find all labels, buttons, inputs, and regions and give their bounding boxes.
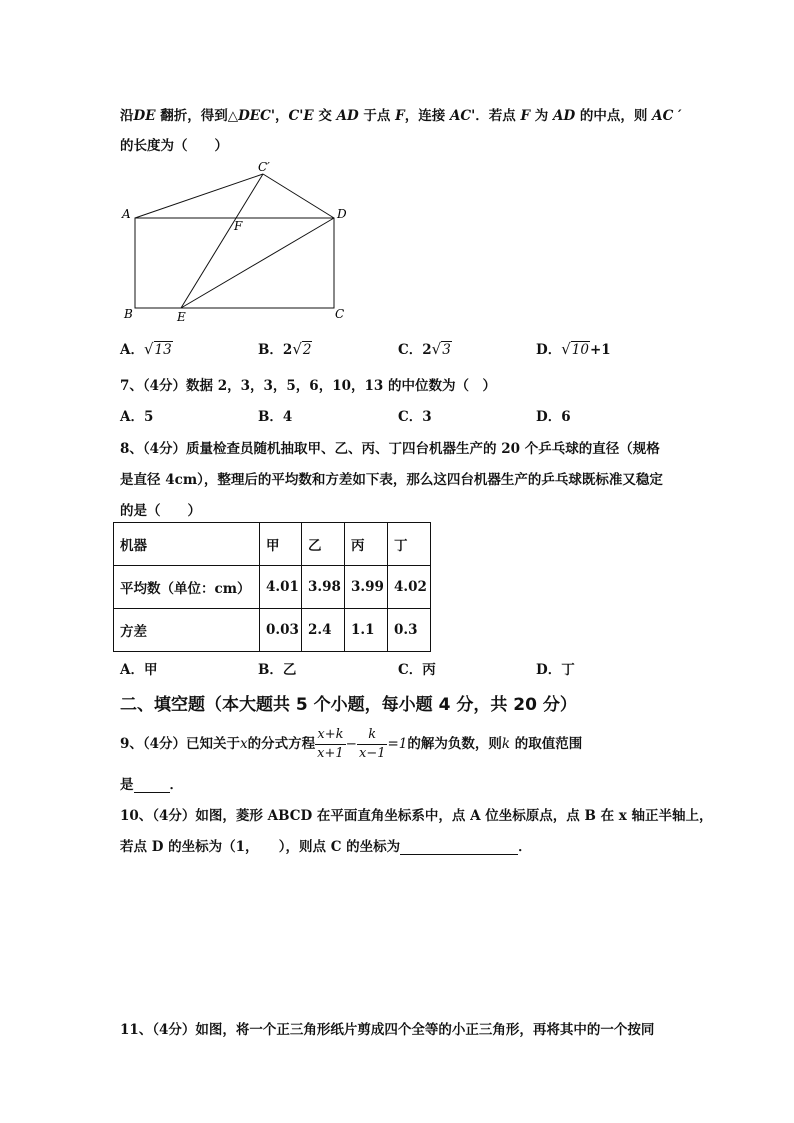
q6-text-line2: 的长度为（ ） (120, 138, 228, 154)
q10-text: 若点 D 的坐标为（1， ），则点 C 的坐标为 (120, 839, 401, 855)
segment-c-prime-d (263, 174, 334, 218)
equals-one: =1 (387, 736, 408, 752)
option-label: C．2 (398, 342, 432, 358)
answer-blank[interactable] (134, 778, 170, 793)
q8-option-b: B．乙 (258, 662, 297, 678)
q6-var: F (395, 108, 405, 124)
option-label: D． (536, 342, 562, 358)
radicand: 10 (571, 342, 589, 358)
sqrt-symbol: √10 (561, 340, 589, 358)
q7-option-c: C．3 (398, 409, 432, 425)
segment-de (181, 218, 334, 308)
table-cell: 丁 (388, 523, 431, 566)
q6-text: 为 (530, 108, 553, 124)
option-label: B．2 (258, 342, 293, 358)
q6-text: ．若点 (475, 108, 521, 124)
minus-sign: − (345, 736, 357, 752)
q9-var: k (501, 736, 511, 752)
table-cell: 0.03 (260, 609, 302, 652)
q6-var: AD (553, 108, 576, 124)
q6-option-c (398, 338, 452, 358)
q6-text: 沿 (120, 108, 134, 124)
q6-option-b (258, 338, 312, 358)
q9-fraction-1 (315, 726, 346, 763)
table-cell: 4.02 (388, 566, 431, 609)
table-cell: 甲 (260, 523, 302, 566)
q6-var: AC ′ (652, 108, 682, 124)
table-cell: 丙 (345, 523, 388, 566)
q6-text: 交 (313, 108, 337, 124)
q8-option-d: D．丁 (536, 662, 575, 678)
segment-ac-prime (135, 174, 263, 218)
q7-option-b: B．4 (258, 409, 293, 425)
q6-text-line1 (120, 104, 682, 124)
option-suffix: +1 (589, 342, 611, 358)
label-a: A (122, 207, 131, 221)
q11-text-line1: 11、（4分）如图，将一个正三角形纸片剪成四个全等的小正三角形，再将其中的一个按同 (120, 1022, 655, 1038)
q6-text: 的中点，则 (575, 108, 653, 124)
q6-option-d (536, 338, 611, 358)
label-e: E (177, 310, 186, 324)
label-d: D (337, 207, 347, 221)
table-cell: 乙 (302, 523, 345, 566)
table-cell: 4.01 (260, 566, 302, 609)
answer-blank[interactable] (400, 840, 518, 855)
table-cell: 3.98 (302, 566, 345, 609)
q9-text-line2 (120, 773, 183, 793)
table-cell: 机器 (114, 523, 260, 566)
table-row (114, 609, 431, 652)
q6-option-a (120, 338, 173, 358)
section-heading: 二、填空题（本大题共 5 个小题，每小题 4 分，共 20 分） (120, 695, 577, 715)
radicand: 13 (154, 342, 172, 358)
q7-text: 7、（4分）数据 2，3，3，5，6，10，13 的中位数为（ ） (120, 378, 496, 394)
label-c: C (335, 307, 345, 321)
table-cell: 1.1 (345, 609, 388, 652)
q9-text: 9、（4分）已知关于 (120, 736, 241, 752)
radicand: 2 (302, 342, 312, 358)
radicand: 3 (442, 342, 451, 358)
q9-fraction-2 (357, 726, 388, 763)
label-f: F (234, 219, 243, 233)
q10-text-line1: 10、（4分）如图，菱形 ABCD 在平面直角坐标系中，点 A 位坐标原点，点 B 在 x 轴正半轴上， (120, 808, 713, 824)
table-cell: 3.99 (345, 566, 388, 609)
q9-var: x (240, 736, 248, 752)
q7-option-a: A．5 (120, 409, 154, 425)
q8-text-line2: 是直径 4cm），整理后的平均数和方差如下表，那么这四台机器生产的乒乓球既标准又稳定 (120, 472, 663, 488)
q6-var: C'E (288, 108, 314, 124)
fraction-denominator: x−1 (358, 746, 386, 761)
q9-text: 是 (120, 777, 134, 793)
table-row (114, 566, 431, 609)
fraction-denominator: x+1 (317, 746, 344, 761)
q6-var: AD (336, 108, 359, 124)
q9-text: 的取值范围 (510, 736, 583, 752)
q8-text-line1: 8、（4分）质量检查员随机抽取甲、乙、丙、丁四台机器生产的 20 个乒乓球的直径（规格 (120, 441, 660, 457)
table-cell: 方差 (114, 609, 260, 652)
q6-text: ，连接 (404, 108, 450, 124)
q8-text-line3: 的是（ ） (120, 503, 201, 519)
q7-option-d: D．6 (536, 409, 571, 425)
q9-text: 的分式方程 (247, 736, 316, 752)
table-cell: 2.4 (302, 609, 345, 652)
q6-var: DEC' (238, 108, 275, 124)
q9-text: 的解为负数，则 (407, 736, 502, 752)
label-c-prime: C′ (258, 160, 270, 174)
q6-figure (115, 158, 355, 328)
sqrt-symbol: √2 (292, 340, 312, 358)
q6-var: F (520, 108, 531, 124)
q10-text: ． (518, 839, 532, 855)
q6-var: DE (133, 108, 156, 124)
q8-option-a: A．甲 (120, 662, 158, 678)
q9-text-line1 (120, 726, 582, 763)
fraction-numerator: x+k (315, 726, 346, 745)
q6-text: ， (274, 108, 289, 124)
q9-text: ． (169, 777, 183, 793)
table-cell: 平均数（单位：cm） (114, 566, 260, 609)
label-b: B (124, 307, 133, 321)
q8-data-table (113, 522, 431, 652)
q10-text-line2 (120, 835, 532, 855)
q6-var: AC' (449, 108, 476, 124)
segment-c-prime-e (181, 174, 263, 308)
q6-text: 于点 (358, 108, 396, 124)
q8-option-c: C．丙 (398, 662, 436, 678)
table-row (114, 523, 431, 566)
sqrt-symbol: √13 (143, 340, 172, 358)
table-cell: 0.3 (388, 609, 431, 652)
option-label: A． (120, 342, 144, 358)
fraction-numerator: k (357, 726, 388, 745)
q6-text: 翻折，得到△ (155, 108, 239, 124)
sqrt-symbol: √3 (431, 340, 451, 358)
